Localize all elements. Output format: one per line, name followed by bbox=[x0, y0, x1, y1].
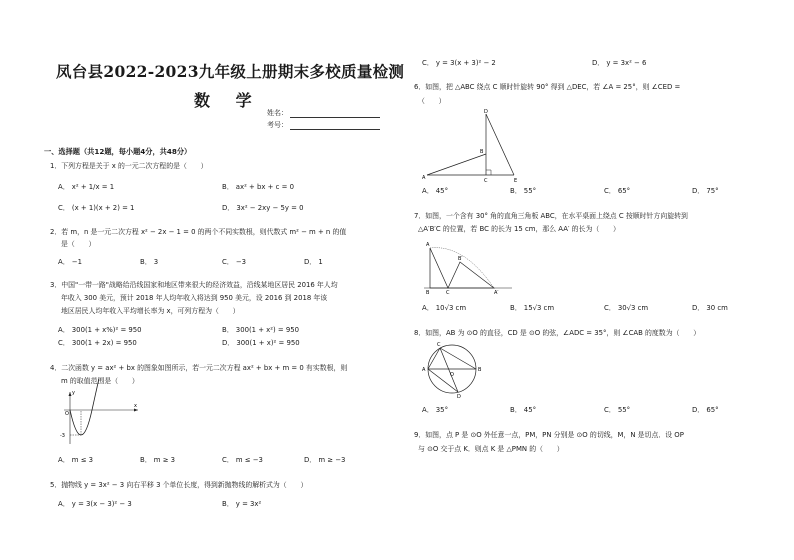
q1-option-a[interactable]: A． x² + 1/x = 1 bbox=[58, 183, 115, 191]
q3-option-b[interactable]: B． 300(1 + x²) = 950 bbox=[222, 326, 300, 334]
question-4-stem: 4．二次函数 y = ax² + bx 的图象如图所示，若一元二次方程 ax² + bx + m = 0 有实数根，则 bbox=[50, 364, 348, 372]
q7-label-a-prime: A′ bbox=[494, 290, 499, 296]
question-9-stem-2: 与 ⊙O 交于点 K．则点 K 是 △PMN 的（ ） bbox=[418, 445, 564, 453]
q8-option-b[interactable]: B． 45° bbox=[510, 406, 537, 414]
q1-option-c[interactable]: C． (x + 1)(x + 2) = 1 bbox=[58, 204, 135, 212]
q4-option-b[interactable]: B． m ≥ 3 bbox=[140, 456, 176, 464]
question-9-stem: 9．如图，点 P 是 ⊙O 外任意一点，PM，PN 分别是 ⊙O 的切线，M，N 是切点．设 OP bbox=[414, 431, 684, 439]
name-field[interactable] bbox=[267, 108, 380, 118]
name-label: 姓名： bbox=[267, 109, 288, 117]
question-7-stem-2: △A′B′C 的位置，若 BC 的长为 15 cm，那么 AA′ 的长为（ ） bbox=[418, 225, 620, 233]
q5-option-d[interactable]: D． y = 3x² − 6 bbox=[592, 59, 647, 67]
question-4-stem-2: m 的取值范围是（ ） bbox=[61, 377, 139, 385]
q4-fig-minus3-label: -3 bbox=[60, 433, 65, 439]
q7-triangle-figure bbox=[424, 240, 524, 294]
page-title: 凤台县2022-2023九年级上册期末多校质量检测 bbox=[56, 62, 405, 81]
question-2-stem: 2．若 m，n 是一元二次方程 x² − 2x − 1 = 0 的两个不同实数根，则代数式 m² − m + n 的值 bbox=[50, 228, 347, 236]
q8-label-c: C bbox=[437, 342, 441, 348]
section-heading: 一、选择题（共12题，每小题4分，共48分） bbox=[44, 147, 192, 156]
q4-fig-x-label: x bbox=[134, 403, 137, 409]
q7-option-a[interactable]: A． 10√3 cm bbox=[422, 304, 467, 312]
q6-option-c[interactable]: C． 65° bbox=[604, 187, 631, 195]
question-1-stem: 1．下列方程是关于 x 的一元二次方程的是（ ） bbox=[50, 162, 208, 170]
name-blank[interactable] bbox=[290, 110, 380, 118]
q8-option-a[interactable]: A． 35° bbox=[422, 406, 449, 414]
q7-label-a: A bbox=[426, 242, 430, 248]
q5-option-a[interactable]: A． y = 3(x − 3)² − 3 bbox=[58, 500, 132, 508]
exam-no-blank[interactable] bbox=[290, 122, 380, 130]
question-5-stem: 5．抛物线 y = 3x² − 3 向右平移 3 个单位长度，得到新抛物线的解析式为（ ） bbox=[50, 481, 308, 489]
right-column bbox=[410, 0, 780, 560]
q3-option-a[interactable]: A． 300(1 + x%)² = 950 bbox=[58, 326, 142, 334]
q1-option-d[interactable]: D． 3x² − 2xy − 5y = 0 bbox=[222, 204, 304, 212]
q8-label-d: D bbox=[457, 394, 461, 400]
q5-option-c[interactable]: C． y = 3(x + 3)² − 2 bbox=[422, 59, 496, 67]
q4-option-d[interactable]: D． m ≥ −3 bbox=[304, 456, 346, 464]
exam-no-label: 考号： bbox=[267, 121, 288, 129]
question-7-stem: 7．如图，一个含有 30° 角的直角三角板 ABC，在水平桌面上绕点 C 按顺时针方向旋转到 bbox=[414, 212, 688, 220]
exam-no-field[interactable] bbox=[267, 120, 380, 130]
q3-option-d[interactable]: D． 300(1 + x)² = 950 bbox=[222, 339, 300, 347]
q8-label-b: B bbox=[478, 367, 482, 373]
subject-title: 数 学 bbox=[194, 91, 262, 110]
q7-label-b: B bbox=[426, 290, 430, 296]
q6-option-b[interactable]: B． 55° bbox=[510, 187, 537, 195]
question-8-stem: 8．如图，AB 为 ⊙O 的直径，CD 是 ⊙O 的弦，∠ADC = 35°，则 ∠CAB 的度数为（ ） bbox=[414, 329, 701, 337]
q7-option-b[interactable]: B． 15√3 cm bbox=[510, 304, 555, 312]
q4-fig-origin-label: O bbox=[65, 411, 69, 417]
q7-option-c[interactable]: C． 30√3 cm bbox=[604, 304, 649, 312]
left-column bbox=[34, 0, 405, 560]
q6-label-a: A bbox=[422, 175, 426, 181]
q2-option-c[interactable]: C． −3 bbox=[222, 258, 247, 266]
q6-label-c: C bbox=[484, 178, 488, 184]
q8-option-c[interactable]: C． 55° bbox=[604, 406, 631, 414]
q6-label-b: B bbox=[480, 149, 484, 155]
q8-circle-figure bbox=[422, 340, 482, 398]
q7-label-b-prime: B′ bbox=[458, 256, 463, 262]
q2-option-d[interactable]: D． 1 bbox=[304, 258, 323, 266]
q3-option-c[interactable]: C． 300(1 + 2x) = 950 bbox=[58, 339, 137, 347]
q4-fig-y-label: y bbox=[72, 390, 75, 396]
q6-label-d: D bbox=[484, 109, 488, 115]
q7-label-c: C bbox=[446, 290, 450, 296]
question-6-stem: 6．如图，把 △ABC 绕点 C 顺时针旋转 90° 得到 △DEC，若 ∠A = 25°，则 ∠CED = bbox=[414, 83, 681, 91]
q6-option-d[interactable]: D． 75° bbox=[692, 187, 719, 195]
question-3-stem-3: 地区居民人均年收入平均增长率为 x，可列方程为（ ） bbox=[61, 307, 240, 315]
question-2-stem-2: 是（ ） bbox=[61, 240, 96, 248]
q5-option-b[interactable]: B． y = 3x² bbox=[222, 500, 262, 508]
q4-option-a[interactable]: A． m ≤ 3 bbox=[58, 456, 94, 464]
q6-option-a[interactable]: A． 45° bbox=[422, 187, 449, 195]
question-3-stem-2: 年收入 300 美元，预计 2018 年人均年收入将达到 950 美元，设 2016 到 2018 年该 bbox=[61, 294, 328, 302]
q7-option-d[interactable]: D． 30 cm bbox=[692, 304, 728, 312]
question-6-stem-2: （ ） bbox=[418, 97, 446, 105]
q6-label-e: E bbox=[514, 178, 518, 184]
q8-option-d[interactable]: D． 65° bbox=[692, 406, 719, 414]
q8-label-o: O bbox=[450, 372, 454, 378]
q8-label-a: A bbox=[422, 367, 426, 373]
q4-option-c[interactable]: C． m ≤ −3 bbox=[222, 456, 263, 464]
q2-option-b[interactable]: B． 3 bbox=[140, 258, 159, 266]
q6-rotation-figure bbox=[422, 110, 542, 182]
q1-option-b[interactable]: B． ax² + bx + c = 0 bbox=[222, 183, 294, 191]
q2-option-a[interactable]: A． −1 bbox=[58, 258, 82, 266]
question-3-stem: 3．中国"一带一路"战略给沿线国家和地区带来很大的经济效益，沿线某地区居民 2016 年人均 bbox=[50, 281, 338, 289]
q4-parabola-figure bbox=[60, 390, 140, 446]
